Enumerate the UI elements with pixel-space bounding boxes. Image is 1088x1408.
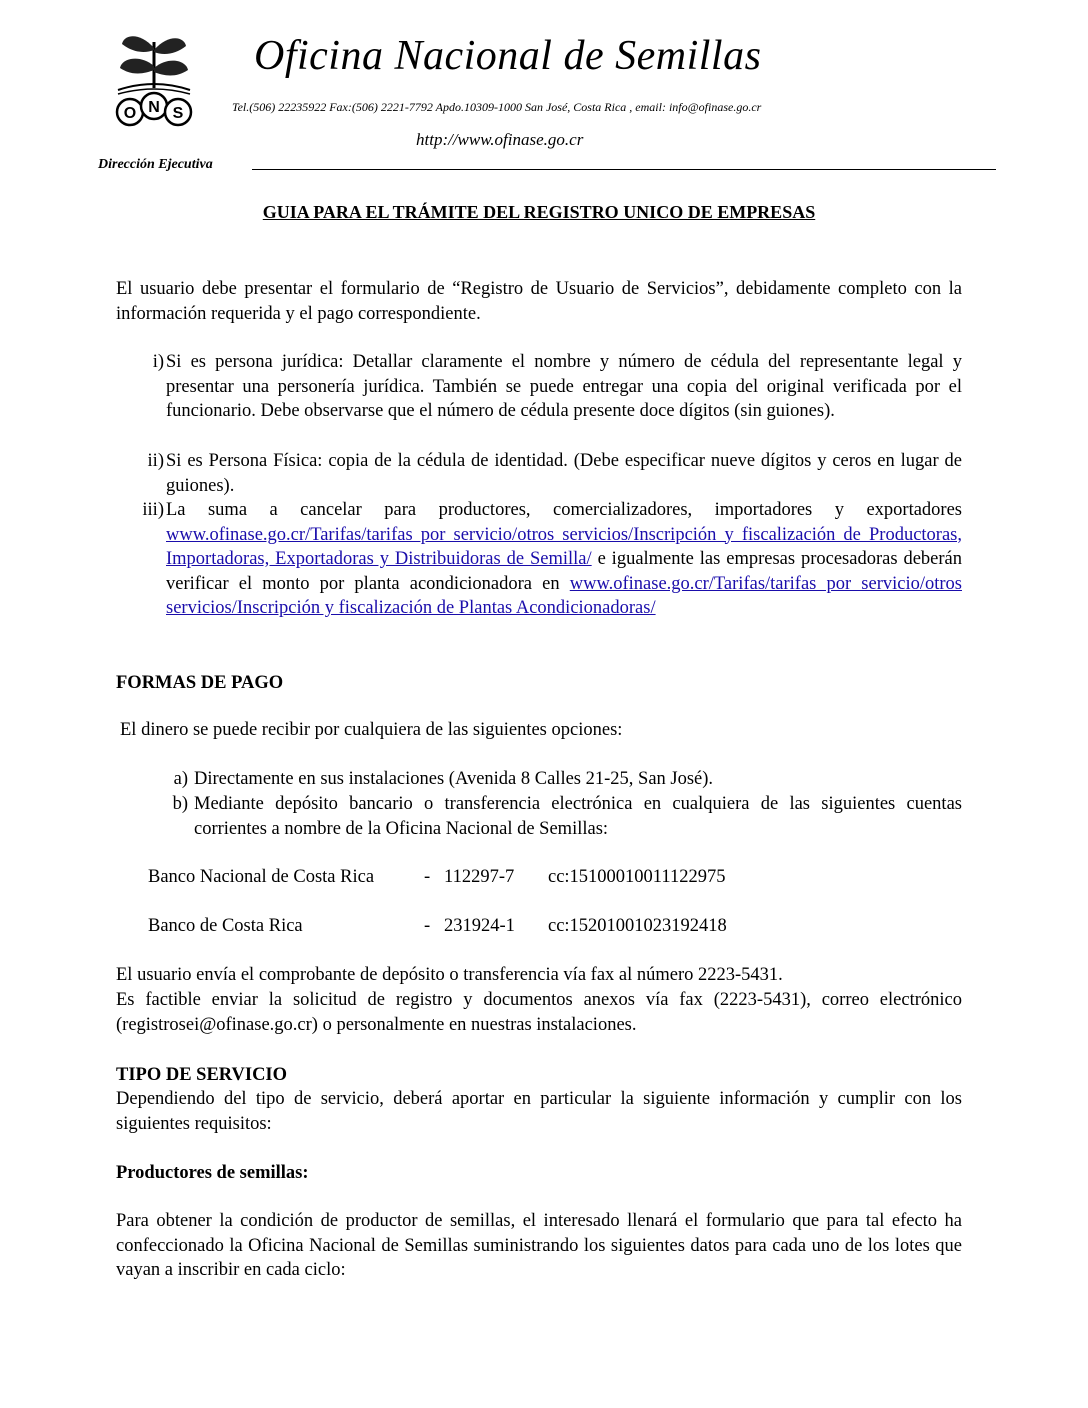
logo-letter-n: N — [148, 99, 160, 116]
seedling-logo-icon — [110, 28, 198, 130]
producers-subheading: Productores de semillas: — [116, 1163, 309, 1183]
website-url[interactable]: http://www.ofinase.go.cr — [416, 130, 584, 149]
payment-heading: FORMAS DE PAGO — [116, 673, 284, 693]
list-item — [116, 792, 962, 841]
list-item — [116, 449, 962, 498]
service-intro: Dependiendo del tipo de servicio, deberá aportar en particular la siguiente información y cumplir con los siguientes requisitos: — [116, 1089, 962, 1134]
bank-account-number: 231924-1 — [444, 916, 515, 936]
bank-account-row — [148, 865, 725, 890]
list-item — [116, 498, 962, 621]
logo-letter-s: S — [172, 105, 184, 122]
contact-line: Tel.(506) 22235922 Fax:(506) 2221-7792 Apdo.10309-1000 San José, Costa Rica , email: info@ofinase.go.cr — [232, 100, 762, 114]
document-title: GUIA PARA EL TRÁMITE DEL REGISTRO UNICO DE EMPRESAS — [262, 202, 816, 222]
list-marker: iii) — [142, 500, 164, 520]
list-item — [116, 350, 962, 424]
text-segment: e igualmente las empresas procesadoras deberán verificar el monto por planta acondicionadora en — [166, 549, 962, 594]
bank-cc-number: cc:15100010011122975 — [548, 867, 726, 887]
organization-name: Oficina Nacional de Semillas — [254, 33, 762, 79]
text-segment: La suma a cancelar para productores, comercializadores, importadores y exportadores — [166, 500, 962, 520]
service-heading: TIPO DE SERVICIO — [116, 1065, 288, 1085]
intro-paragraph: El usuario debe presentar el formulario de “Registro de Usuario de Servicios”, debidamente completo con la información requerida y el pago correspondiente. — [116, 279, 962, 324]
payment-intro: El dinero se puede recibir por cualquiera de las siguientes opciones: — [120, 720, 623, 740]
list-marker: a) — [173, 769, 188, 789]
fax-note: El usuario envía el comprobante de depósito o transferencia vía fax al número 2223-5431. — [116, 965, 783, 985]
tarifas-productoras-link[interactable]: www.ofinase.go.cr/Tarifas/tarifas por servicio/otros servicios/Inscripción y fiscalización de Productoras, Importadoras, Exportadoras y Distribuidoras de Semilla/ — [166, 524, 962, 569]
tarifas-plantas-link[interactable]: www.ofinase.go.cr/Tarifas/tarifas por servicio/otros servicios/Inscripción y fiscalización de Plantas Acondicionadoras/ — [166, 573, 962, 618]
list-item-text — [166, 498, 962, 621]
bank-account-row — [148, 914, 727, 939]
bank-cc-number: cc:15201001023192418 — [548, 916, 727, 936]
bank-name: Banco Nacional de Costa Rica — [148, 867, 375, 887]
list-marker: ii) — [147, 451, 164, 471]
producers-paragraph: Para obtener la condición de productor de semillas, el interesado llenará el formulario que para tal efecto ha confeccionado la Oficina Nacional de Semillas suministrando los siguientes datos para cada uno de los lotes que vayan a inscribir en cada ciclo: — [116, 1211, 962, 1280]
ons-logo — [110, 28, 198, 130]
header-divider — [252, 169, 996, 170]
bank-separator: - — [424, 916, 431, 936]
department-name: Dirección Ejecutiva — [98, 157, 213, 172]
list-item — [116, 767, 962, 792]
bank-account-number: 112297-7 — [444, 867, 515, 887]
list-item-text: Si es persona jurídica: Detallar claramente el nombre y número de cédula del representante legal y presentar una personería jurídica. También se puede entregar una copia del original verificada por el funcionario. Debe observarse que el número de cédula presente doce dígitos (sin guiones). — [166, 352, 962, 421]
bank-name: Banco de Costa Rica — [148, 916, 303, 936]
list-marker: i) — [152, 352, 164, 372]
list-item-text: Si es Persona Física: copia de la cédula de identidad. (Debe especificar nueve dígitos y ceros en lugar de guiones). — [166, 451, 962, 496]
bank-separator: - — [424, 867, 431, 887]
list-item-text: Directamente en sus instalaciones (Avenida 8 Calles 21-25, San José). — [194, 769, 714, 789]
submission-note: Es factible enviar la solicitud de registro y documentos anexos vía fax (2223-5431), correo electrónico (registrosei@ofinase.go.cr) o personalmente en nuestras instalaciones. — [116, 990, 962, 1035]
list-item-text: Mediante depósito bancario o transferencia electrónica en cualquiera de las siguientes cuentas corrientes a nombre de la Oficina Nacional de Semillas: — [194, 794, 962, 839]
logo-letter-o: O — [123, 105, 137, 122]
list-marker: b) — [172, 794, 188, 814]
